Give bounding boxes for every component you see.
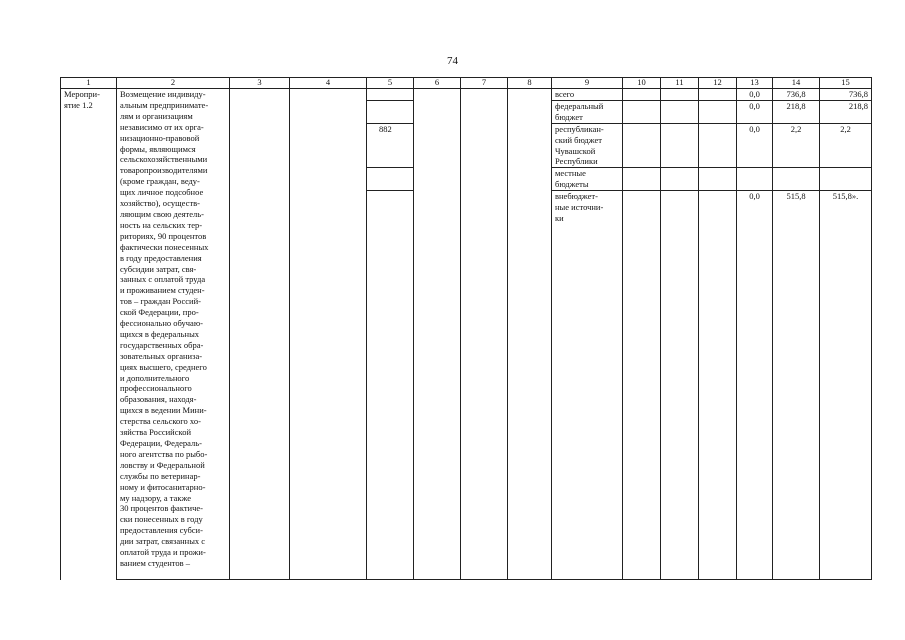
header-cell: 10 [623, 78, 661, 89]
empty-cell [623, 89, 661, 101]
value-13: 0,0 [737, 191, 773, 580]
table-row [61, 89, 872, 101]
cell-5: 882 [367, 123, 414, 168]
header-cell: 14 [773, 78, 820, 89]
funding-source: местные бюджеты [552, 168, 623, 191]
value-15: 2,2 [820, 123, 872, 168]
empty-cell [699, 168, 737, 191]
header-cell: 7 [461, 78, 508, 89]
value-14: 2,2 [773, 123, 820, 168]
value-15 [820, 168, 872, 191]
empty-cell [661, 191, 699, 580]
header-cell: 5 [367, 78, 414, 89]
empty-cell [699, 89, 737, 101]
empty-cell [661, 100, 699, 123]
value-13 [737, 168, 773, 191]
empty-cell [230, 89, 290, 580]
empty-cell [699, 100, 737, 123]
cell-5 [367, 191, 414, 580]
measure-label: Меропри- ятие 1.2 [61, 89, 117, 580]
header-cell: 4 [290, 78, 367, 89]
header-cell: 8 [508, 78, 552, 89]
empty-cell [508, 89, 552, 580]
value-14: 218,8 [773, 100, 820, 123]
value-14: 515,8 [773, 191, 820, 580]
value-15: 736,8 [820, 89, 872, 101]
header-row [61, 78, 872, 89]
header-cell: 9 [552, 78, 623, 89]
empty-cell [414, 89, 461, 580]
header-cell: 1 [61, 78, 117, 89]
header-cell: 15 [820, 78, 872, 89]
value-15: 515,8». [820, 191, 872, 580]
header-cell: 11 [661, 78, 699, 89]
measure-description: Возмещение индивиду- альным предпринимате- лям и организациям независимо от их орга- низационно-правовой формы, являющимся сельскохозяйственными товаропроизводителями (кроме граждан, веду- щих личное подсобное хозяйство), осуществ- ляющим свою деятель- ность на сельских тер- риториях, 90 процентов фактически понесенных в году предоставления субсидии затрат, свя- занных с оплатой труда и проживанием студен- тов – граждан Россий- ской Федерации, про- фессионально обучаю- щихся в федеральных государственных обра- зовательных организа- циях высшего, среднего и дополнительного профессионального образования, находя- щихся в ведении Мини- стерства сельского хо- зяйства Российской Федерации, Федераль- ного агентства по рыбо- ловству и Федеральной службы по ветеринар- ному и фитосанитарно- му надзору, а также 30 процентов фактиче- ски понесенных в году предоставления субси- дии затрат, связанных с оплатой труда и прожи- ванием студентов – [117, 89, 230, 580]
value-14: 736,8 [773, 89, 820, 101]
funding-source: всего [552, 89, 623, 101]
value-13: 0,0 [737, 100, 773, 123]
header-cell: 3 [230, 78, 290, 89]
header-cell: 13 [737, 78, 773, 89]
empty-cell [699, 123, 737, 168]
empty-cell [290, 89, 367, 580]
empty-cell [661, 168, 699, 191]
funding-source: республикан- ский бюджет Чувашской Республики [552, 123, 623, 168]
empty-cell [699, 191, 737, 580]
empty-cell [623, 100, 661, 123]
value-15: 218,8 [820, 100, 872, 123]
empty-cell [623, 168, 661, 191]
empty-cell [623, 191, 661, 580]
empty-cell [623, 123, 661, 168]
value-13: 0,0 [737, 123, 773, 168]
header-cell: 12 [699, 78, 737, 89]
cell-5 [367, 168, 414, 191]
header-cell: 6 [414, 78, 461, 89]
funding-source: внебюджет- ные источни- ки [552, 191, 623, 580]
empty-cell [661, 89, 699, 101]
page-number: 74 [447, 55, 458, 67]
cell-5 [367, 100, 414, 123]
budget-table [60, 77, 872, 580]
empty-cell [661, 123, 699, 168]
value-13: 0,0 [737, 89, 773, 101]
cell-5 [367, 89, 414, 101]
value-14 [773, 168, 820, 191]
empty-cell [461, 89, 508, 580]
funding-source: федеральный бюджет [552, 100, 623, 123]
header-cell: 2 [117, 78, 230, 89]
